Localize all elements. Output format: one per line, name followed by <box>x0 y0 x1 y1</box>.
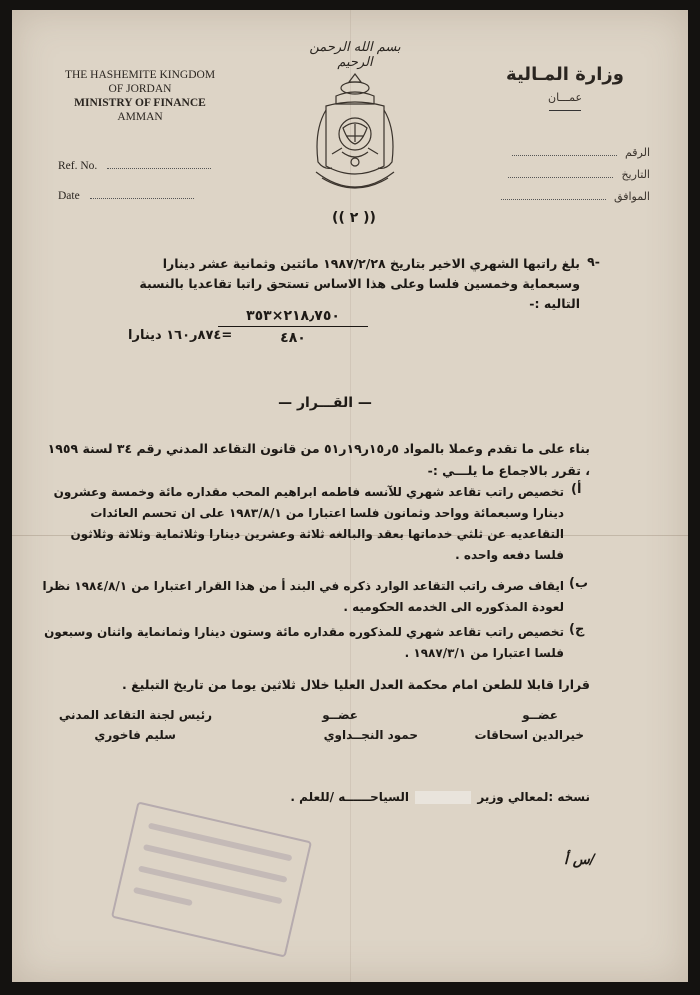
arabic-letterhead <box>490 64 640 111</box>
letterhead-city: AMMAN <box>117 111 163 123</box>
english-letterhead <box>50 68 230 124</box>
faded-stamp <box>111 801 312 957</box>
signatory-title: رئيس لجنة التقاعد المدني <box>58 708 212 722</box>
copy-note-suffix: /للعلم . <box>290 790 335 804</box>
date-field <box>58 190 194 202</box>
calculation-result: =٨٧٤ر١٦٠ دينارا <box>128 328 233 343</box>
decision-item: تخصيص راتب تقاعد شهري للآنسه فاطمه ابراهيم المحب مقداره مائة وخمسة وعشرون دينارا وسبعمائة وواحد وثمانون فلسا اعتبارا من ١٩٨٣/٨/١ على ان تحسم العائدات التقاعديه عن ثلثي خدماتها بعقد والبالغه ثلاثة وعشرين دينارا وثلاثماية وثلاثة وثلاثون فلسا دفعه واحده . <box>53 485 564 562</box>
arabic-ministry-title: وزارة المـالية <box>506 64 624 85</box>
arabic-corresponding-field <box>501 190 650 203</box>
redaction <box>415 791 471 804</box>
paragraph-9-text: بلغ راتبها الشهري الاخير بتاريخ ١٩٨٧/٢/٢٨ مائتين وثمانية عشر دينارا وسبعماية وخمسين فلسا وعلى هذا الاساس تستحق راتبا تقاعديا بالنسبة التاليه :- <box>139 256 580 311</box>
letterhead-line: OF JORDAN <box>108 83 172 95</box>
copy-note <box>40 790 590 804</box>
decision-item: ايقاف صرف راتب التقاعد الوارد ذكره في البند أ من هذا القرار اعتبارا من ١٩٨٤/٨/١ نظرا لعودة المذكوره الى الخدمه الحكوميه . <box>42 579 564 614</box>
document-page <box>12 10 688 982</box>
signatory-title: عضــو <box>322 708 358 722</box>
basmala: بسم الله الرحمن الرحيم <box>309 40 401 70</box>
arabic-corresponding-label: الموافق <box>614 190 650 203</box>
arabic-number-line <box>512 155 617 156</box>
handwritten-initials: /س أ <box>564 852 595 868</box>
copy-note-ministry: السياحــــــه <box>338 790 409 804</box>
calculation-numerator: ٢١٨٫٧٥٠×٣٥٣ <box>218 308 368 327</box>
pension-calculation <box>218 308 368 346</box>
divider <box>549 110 581 111</box>
appeal-notice: قرارا قابلا للطعن امام محكمة العدل العليا خلال ثلاثين يوما من تاريخ التبليغ . <box>121 677 590 692</box>
stamp-line <box>133 887 193 906</box>
arabic-date-field <box>508 168 650 181</box>
ref-no-line <box>107 168 211 169</box>
page-number: (( ٢ )) <box>332 210 376 226</box>
arabic-date-label: التاريخ <box>621 168 650 181</box>
signatory-name: سليم فاخوري <box>94 728 176 742</box>
ref-no-label: Ref. No. <box>58 160 98 172</box>
royal-emblem-icon <box>302 70 408 204</box>
signatory-name: حمود النجــداوي <box>323 728 418 742</box>
decision-title: — القـــرار — <box>278 395 372 411</box>
decision-intro: بناء على ما تقدم وعملا بالمواد ٥ر١٥ر١٩ر٥١ من قانون التقاعد المدني رقم ٣٤ لسنة ١٩٥٩ ، تقرر بالاجماع ما يلـــي :- <box>47 441 590 478</box>
date-line <box>90 198 194 199</box>
date-label: Date <box>58 190 80 202</box>
letterhead-ministry: MINISTRY OF FINANCE <box>74 97 206 109</box>
copy-note-prefix: نسخه :لمعالي وزير <box>477 790 590 804</box>
decision-item: تخصيص راتب تقاعد شهري للمذكوره مقداره مائة وستون دينارا وثمانماية واثنان وسبعون فلسا اعتبارا من ١٩٨٧/٣/١ . <box>44 625 564 660</box>
arabic-number-field <box>512 146 650 159</box>
arabic-corresponding-line <box>501 199 606 200</box>
item-marker: ب) <box>569 576 589 591</box>
arabic-number-label: الرقم <box>624 146 650 159</box>
paragraph-number: ٩- <box>587 254 600 269</box>
item-marker: أ) <box>571 482 582 497</box>
signatory-name: خيرالدين اسحاقات <box>474 728 584 742</box>
arabic-date-line <box>508 177 613 178</box>
arabic-city: عمـــان <box>547 91 583 104</box>
ref-no-field <box>58 160 211 172</box>
letterhead-line: THE HASHEMITE KINGDOM <box>64 69 216 81</box>
calculation-denominator: ٤٨٠ <box>280 330 306 346</box>
item-marker: ج) <box>569 622 585 637</box>
signatory-title: عضــو <box>522 708 558 722</box>
